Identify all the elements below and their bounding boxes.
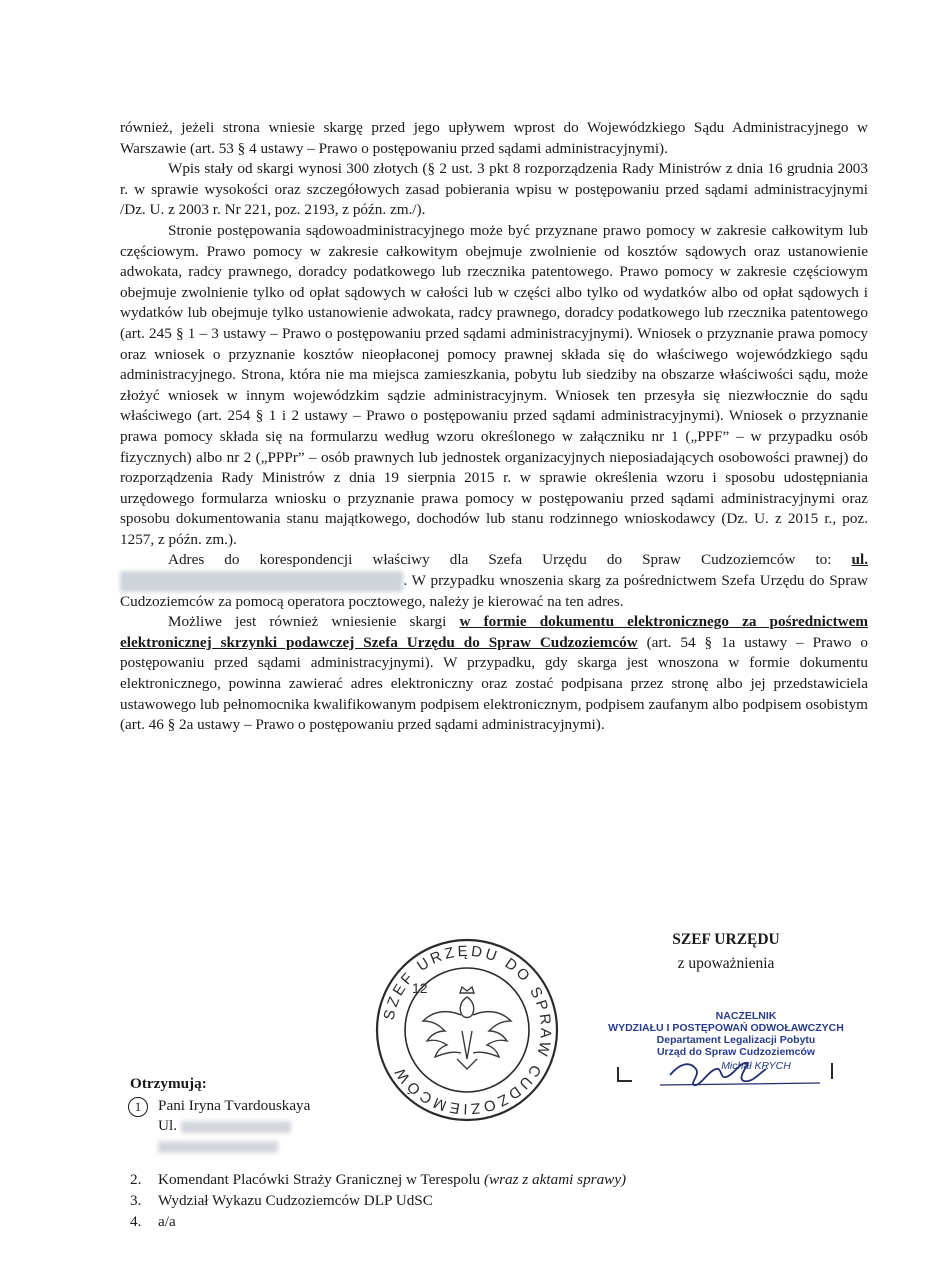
recipient-number: 3. [130,1192,142,1209]
stamp-line-3: Departament Legalizacji Pobytu [656,1034,816,1046]
street-prefix: Ul. [158,1117,177,1134]
electronic-intro: Możliwe jest również wniesienie skargi [168,613,447,631]
address-outro: . W przypadku wnoszenia skarg za pośrednictwem Szefa Urzędu do Spraw Cudzoziemców za pomocą operatora pocztowego, należy je kierować na ten adres. [120,572,868,610]
paragraph-fee: Wpis stały od skargi wynosi 300 złotych (§ 2 ust. 3 pkt 8 rozporządzenia Rady Ministrów z dnia 16 grudnia 2003 r. w sprawie wysokości oraz szczegółowych zasad pobierania wpisu w postępowaniu przed sądami administracyjnymi /Dz. U. z 2003 r. Nr 221, poz. 2193, z późn. zm./). [120,160,868,219]
redacted-city [158,1141,278,1153]
paragraph-electronic [120,612,868,736]
recipient-item [130,1096,626,1116]
stamp-line-1: NACZELNIK [715,1010,777,1022]
address-intro: Adres do korespondencji właściwy dla Szefa Urzędu do Spraw Cudzoziemców to: [168,551,832,569]
recipient-number: 4. [130,1213,142,1230]
recipient-number: 1 [128,1097,148,1117]
paragraph-legal-aid: Stronie postępowania sądowoadministracyjnego może być przyznane prawo pomocy w zakresie całkowitym lub częściowym. Prawo pomocy w zakresie całkowitym obejmuje zwolnienie od kosztów sądowych oraz ustanowienie adwokata, radcy prawnego, doradcy podatkowego lub rzecznika patentowego. Prawo pomocy w zakresie częściowym obejmuje zwolnienie tylko od opłat sądowych w całości lub w części albo tylko od wydatków albo od opłat sądowych i wydatków lub obejmuje tylko ustanowienie adwokata, radcy prawnego, doradcy podatkowego lub rzecznika patentowego (art. 245 § 1 – 3 ustawy – Prawo o postępowaniu przed sądami administracyjnymi). Wniosek o przyznanie prawa pomocy oraz wniosek o przyznanie kosztów nieopłaconej pomocy prawnej składa się do właściwego wojewódzkiego sądu administracyjnego. Strona, która nie ma miejsca zamieszkania, pobytu lub siedziby na obszarze właściwości sądu, może złożyć wniosek w innym wojewódzkim sądzie administracyjnym. Wniosek ten przesyła się niezwłocznie do sądu właściwego (art. 254 § 1 i 2 ustawy – Prawo o postępowaniu przed sądami administracyjnymi). Wniosek o przyznanie prawa pomocy składa się na formularzu według wzoru określonego w załączniku nr 1 („PPF” – w przypadku osób fizycznych) albo nr 2 („PPPr” – osób prawnych lub jednostek organizacyjnych nieposiadających osobowości prawnej) do rozporządzenia Rady Ministrów z dnia 19 sierpnia 2015 r. w sprawie określenia wzoru i sposobu udostępniania urzędowego formularza wniosku o przyznanie prawa pomocy w postępowaniu przed sądami administracyjnymi oraz sposobu dokumentowania stanu majątkowego, dochodów lub stanu rodzinnego wnioskodawcy (Dz. U. z 2015 r., poz. 1257, z późn. zm.). [120,221,868,548]
seal-number: 12 [412,980,428,996]
recipient-text: a/a [158,1213,176,1230]
eagle-emblem-icon [423,987,511,1069]
recipient-city [130,1136,626,1156]
paragraph-continuation: również, jeżeli strona wniesie skargę przed jego upływem wprost do Wojewódzkiego Sądu Administracyjnego w Warszawie (art. 53 § 4 ustawy – Prawo o postępowaniu przed sądami administracyjnymi). [120,119,868,157]
recipient-name: Pani Iryna Tvardouskaya [158,1097,311,1114]
redacted-address [120,571,403,592]
address-ul: ul. [851,551,869,569]
redacted-street [181,1121,291,1133]
recipient-item [130,1170,626,1190]
recipient-number: 2. [130,1171,142,1188]
electronic-outro: (art. 54 § 1a ustawy – Prawo o postępowaniu przed sądami administracyjnymi). W przypadku, gdy skarga jest wnoszona w formie dokumentu elektronicznego, powinna zawierać adres elektroniczny oraz zostać podpisana przez stronę albo jej przedstawiciela ustawowego lub pełnomocnika kwalifikowanym podpisem elektronicznym, podpisem zaufanym albo podpisem osobistym (art. 46 § 2a ustawy – Prawo o postępowaniu przed sądami administracyjnymi). [120,633,868,734]
signature-subtitle: z upoważnienia [677,955,775,972]
document-body [120,118,868,736]
recipient-text: Wydział Wykazu Cudzoziemców DLP UdSC [158,1192,433,1209]
recipient-note: (wraz z aktami sprawy) [483,1171,627,1188]
paragraph-address [120,550,868,612]
recipient-item [130,1191,626,1211]
recipients-heading: Otrzymują: [130,1075,207,1092]
recipients-list [130,1074,626,1233]
electronic-emphasis: w formie dokumentu elektronicznego za pośrednictwem elektronicznej skrzynki podawczej Szefa Urzędu do Spraw Cudzoziemców [120,613,868,651]
recipient-street [130,1116,626,1136]
recipient-item [130,1212,626,1232]
stamp-line-2: WYDZIAŁU I POSTĘPOWAŃ ODWOŁAWCZYCH [608,1022,844,1034]
stamp-line-5: Michał KRYCH [721,1060,791,1072]
stamp-line-4: Urząd do Spraw Cudzoziemców [656,1046,816,1058]
signature-title: SZEF URZĘDU [672,931,780,948]
recipient-text: Komendant Placówki Straży Granicznej w Terespolu [158,1171,481,1188]
signature-block [636,928,816,976]
handwritten-signature [600,1045,850,1095]
seal-text: SZEF URZĘDU DO SPRAW CUDZOZIEMCÓW [380,942,555,1118]
recipient-numbered-list [130,1170,626,1232]
